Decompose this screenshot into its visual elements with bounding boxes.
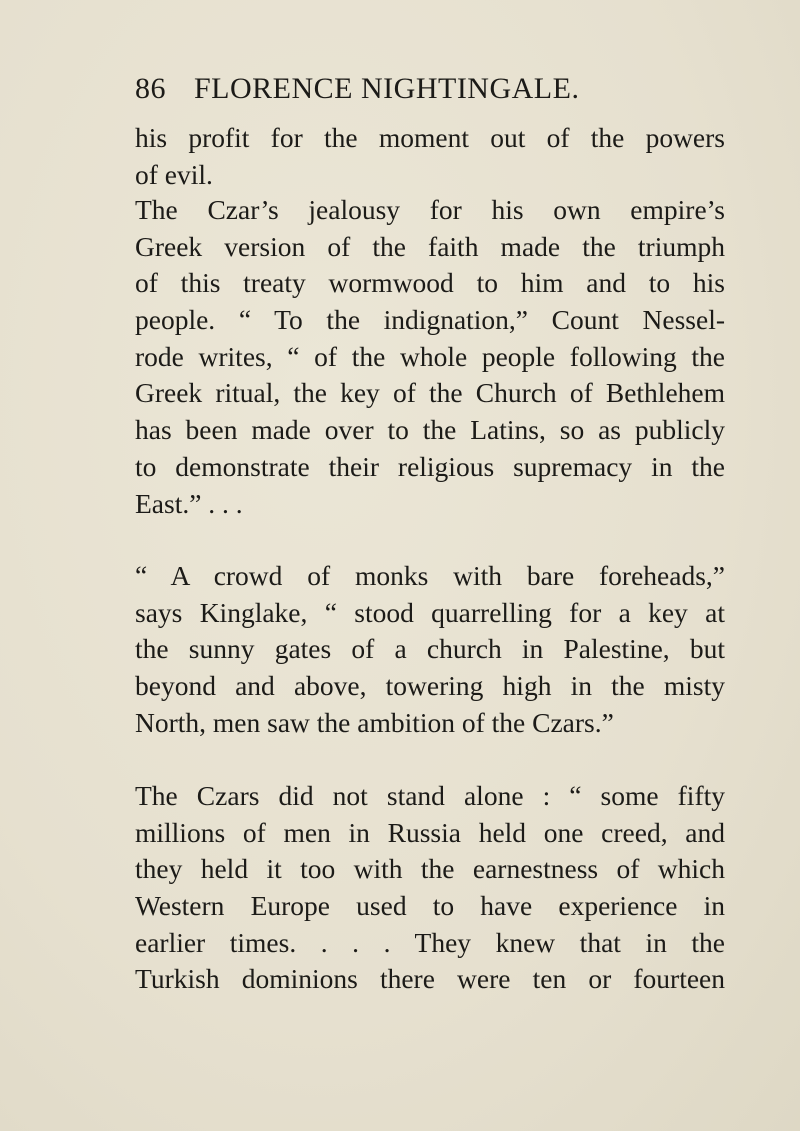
- text-line: they held it too with the earnestness of which: [135, 853, 725, 885]
- text-line: The Czar’s jealousy for his own empire’s: [135, 194, 725, 225]
- text-line: beyond and above, towering high in the misty: [135, 670, 725, 702]
- text-line: The Czars did not stand alone : “ some fifty: [135, 780, 725, 811]
- text-line: the sunny gates of a church in Palestine, but: [135, 633, 725, 665]
- text-line: rode writes, “ of the whole people following the: [135, 340, 725, 372]
- text-line: East.” . . .: [135, 487, 243, 519]
- paragraph-2: [135, 192, 725, 522]
- page-number: 86: [135, 72, 166, 105]
- text-line: earlier times. . . . They knew that in the: [135, 926, 725, 958]
- text-line: to demonstrate their religious supremacy in the: [135, 450, 725, 482]
- running-header: [135, 72, 655, 112]
- paragraph-4: [135, 778, 725, 998]
- text-line: Greek ritual, the key of the Church of Bethlehem: [135, 377, 725, 409]
- text-line: has been made over to the Latins, so as publicly: [135, 414, 725, 446]
- paragraph-3: [135, 558, 725, 741]
- text-line: Greek version of the faith made the triumph: [135, 230, 725, 262]
- running-title: FLORENCE NIGHTINGALE.: [194, 72, 580, 105]
- paragraph-1: [135, 120, 725, 193]
- text-line: people. “ To the indignation,” Count Nessel-: [135, 304, 725, 336]
- text-line: North, men saw the ambition of the Czars.”: [135, 706, 614, 738]
- text-line: his profit for the moment out of the powers: [135, 122, 725, 153]
- text-line: Western Europe used to have experience in: [135, 890, 725, 922]
- text-line: of this treaty wormwood to him and to his: [135, 267, 725, 299]
- text-line: of evil.: [135, 158, 213, 190]
- text-line: “ A crowd of monks with bare foreheads,”: [135, 560, 725, 591]
- text-line: millions of men in Russia held one creed, and: [135, 816, 725, 848]
- text-line: says Kinglake, “ stood quarrelling for a key at: [135, 596, 725, 628]
- text-line: Turkish dominions there were ten or fourteen: [135, 963, 725, 995]
